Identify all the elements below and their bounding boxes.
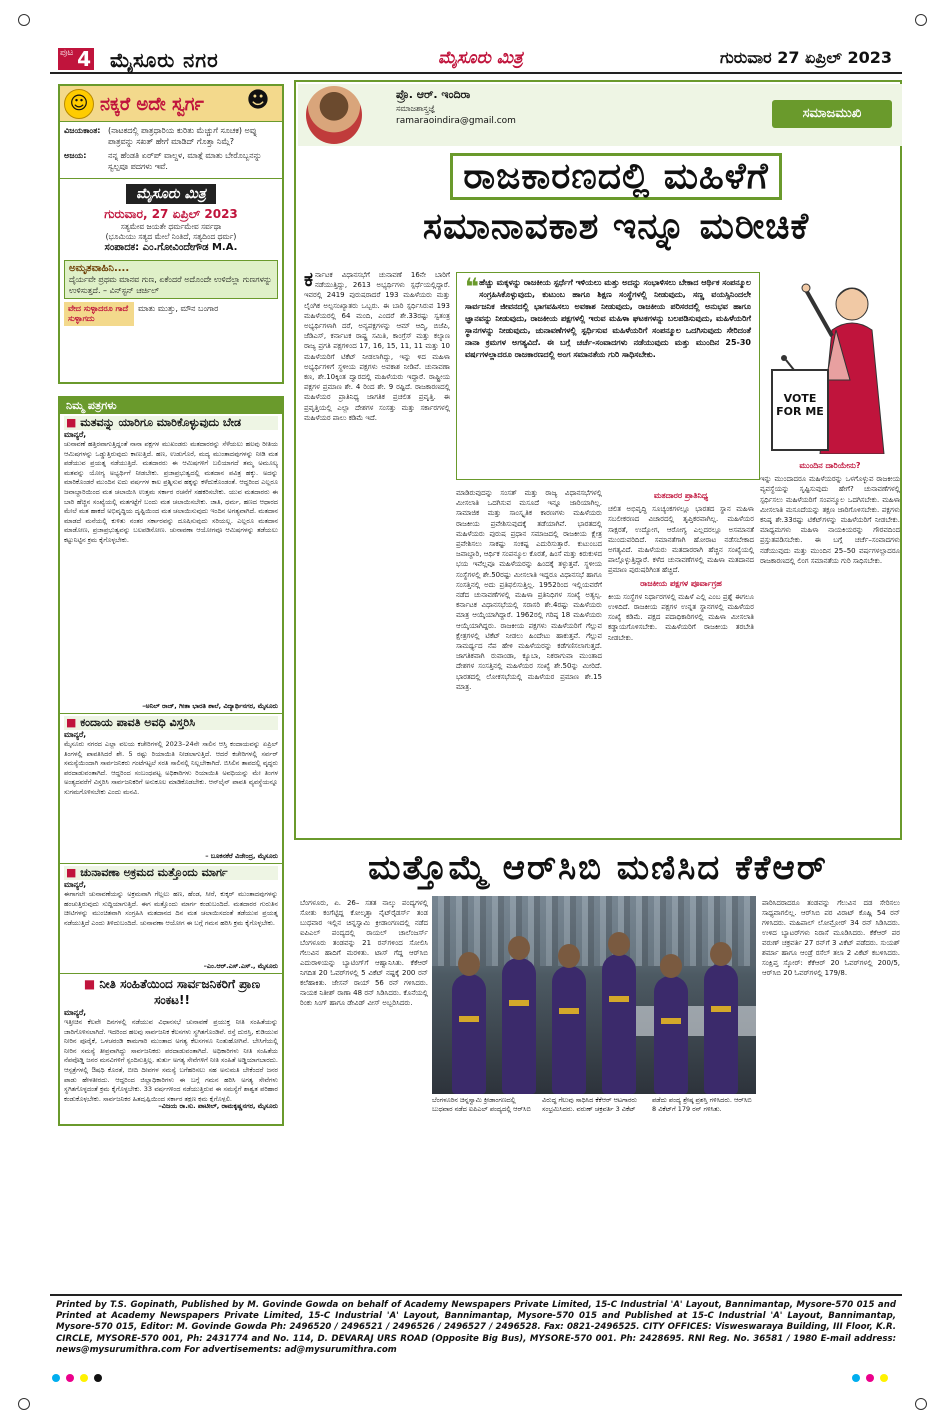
nakkare-title: ನಕ್ಕರೆ ಅದೇ ಸ್ವರ್ಗ: [100, 94, 204, 115]
main-article: [294, 80, 902, 840]
proverb-left: ವೇದ ಸುಳ್ಳಾದರೂ ಗಾದೆ ಸುಳ್ಳಾಗದು: [64, 302, 134, 326]
masthead-date: ಗುರುವಾರ, 27 ಏಪ್ರಿಲ್ 2023: [104, 207, 238, 221]
page-header: [50, 40, 902, 74]
author-role: ಸಮಾಜಶಾಸ್ತ್ರಜ್ಞೆ: [396, 104, 436, 113]
sports-column-1: ಬೆಂಗಳೂರು, ಏ. 26– ಸತತ ನಾಲ್ಕು ಪಂದ್ಯಗಳಲ್ಲಿ ಸೋತು ಕಂಗೆಟ್ಟಿದ್ದ ಕೋಲ್ಕತ್ತಾ ನೈಟ್‌ರೈಡರ್ಸ್ ತಂಡ ಬುಧವಾರ ಇಲ್ಲಿನ ಚಿನ್ನಸ್ವಾಮಿ ಕ್ರೀಡಾಂಗಣದಲ್ಲಿ ನಡೆದ ಐಪಿಎಲ್ ಪಂದ್ಯದಲ್ಲಿ ರಾಯಲ್ ಚಾಲೆಂಜರ್ಸ್ ಬೆಂಗಳೂರು ತಂಡವನ್ನು 21 ರನ್‌ಗಳಿಂದ ಸೋಲಿಸಿ ಗೆಲುವಿನ ಹಾದಿಗೆ ಮರಳಿತು. ಟಾಸ್ ಗೆದ್ದ ಆರ್‌ಸಿಬಿ ಎದುರಾಳಿಯನ್ನು ಬ್ಯಾಟಿಂಗ್‌ಗೆ ಆಹ್ವಾನಿಸಿತು. ಕೆಕೆಆರ್ ನಿಗದಿತ 20 ಓವರ್‌ಗಳಲ್ಲಿ 5 ವಿಕೆಟ್ ನಷ್ಟಕ್ಕೆ 200 ರನ್ ಕಲೆಹಾಕಿತು. ಜೇಸನ್ ರಾಯ್ 56 ರನ್ ಗಳಿಸಿದರು. ನಾಯಕ ನಿತೀಶ್ ರಾಣಾ 48 ರನ್ ಸಿಡಿಸಿದರು. ಕೊನೆಯಲ್ಲಿ ರಿಂಕು ಸಿಂಗ್ ಹಾಗೂ ಡೇವಿಡ್ ವೀಸ್ ಅಬ್ಬರಿಸಿದರು.: [300, 899, 428, 1007]
photo-caption: ಬೆಂಗಳೂರಿನ ಚಿನ್ನಸ್ವಾಮಿ ಕ್ರೀಡಾಂಗಣದಲ್ಲಿ ಬುಧವಾರ ನಡೆದ ಐಪಿಎಲ್ ಪಂದ್ಯದಲ್ಲಿ ಆರ್‌ಸಿಬಿ ವಿರುದ್ಧ ಗೆಲುವು ಸಾಧಿಸಿದ ಕೆಕೆಆರ್ ಆಟಗಾರರು ಸಂಭ್ರಮಿಸಿದರು. ವರುಣ್ ಚಕ್ರವರ್ತಿ 3 ವಿಕೆಟ್ ಪಡೆದು ಪಂದ್ಯ ಶ್ರೇಷ್ಠ ಪ್ರಶಸ್ತಿ ಗಳಿಸಿದರು. ಆರ್‌ಸಿಬಿ 8 ವಿಕೆಟ್‌ಗೆ 179 ರನ್ ಗಳಿಸಿತು.: [432, 1096, 752, 1113]
nakkare-title-bar: [60, 86, 282, 122]
laughing-face-icon: ☺: [64, 89, 94, 119]
vote-sign-text: VOTE FOR ME: [776, 392, 824, 418]
pull-quote: [456, 272, 760, 480]
subhead-voter-representation: ಮತದಾರರ ಪ್ರಾತಿನಿಧ್ಯ: [653, 491, 709, 500]
author-name: ಪ್ರೊ. ಆರ್. ಇಂದಿರಾ: [396, 88, 471, 101]
left-column: [50, 80, 286, 1125]
joke-a-text: ನನ್ನ ಹೆಂಡತಿ ಏರ್‌ಪ್ ವಾಲ್ದಳ, ಮಾತ್ಗೆ ಮಾತು ಬೇರೊಬ್ಬನನ್ನು ಸ್ವಲ್ಪವೂ ಪದಗಳು ಇವೆ.: [108, 151, 262, 171]
drop-cap: ಕ: [304, 270, 313, 291]
jersey-stripe: [711, 1006, 731, 1012]
letter-body: ಮೈಸೂರು ನಗರದ ಎಲ್ಲಾ ವಲಯ ಕಚೇರಿಗಳಲ್ಲಿ 2023–24ನೇ ಸಾಲಿನ ಆಸ್ತಿ ಕಂದಾಯವನ್ನು ಏಪ್ರಿಲ್ ತಿಂಗಳಲ್ಲಿ ಪಾವತಿಸಿದರೆ ಶೇ. 5 ರಷ್ಟು ರಿಯಾಯಿತಿ ನೀಡಲಾಗುತ್ತಿದೆ. ಆದರೆ ಕಚೇರಿಗಳಲ್ಲಿ ಸರ್ವರ್ ಸಮಸ್ಯೆಯಿಂದಾಗಿ ಸಾರ್ವಜನಿಕರು ಗಂಟೆಗಟ್ಟಲೆ ಸರತಿ ಸಾಲಿನಲ್ಲಿ ನಿಲ್ಲಬೇಕಾಗಿದೆ. ಬಿಸಿಲಿನ ತಾಪದಲ್ಲಿ ವೃದ್ಧರು ಪರದಾಡುವಂತಾಗಿದೆ. ಆದ್ದರಿಂದ ಸಂಬಂಧಪಟ್ಟ ಅಧಿಕಾರಿಗಳು ರಿಯಾಯಿತಿ ಅವಧಿಯನ್ನು ಮೇ ತಿಂಗಳ ಅಂತ್ಯದವರೆಗೆ ವಿಸ್ತರಿಸಿ ಸಾರ್ವಜನಿಕರಿಗೆ ಅನುಕೂಲ ಮಾಡಿಕೊಡಬೇಕು. ಆನ್‌ಲೈನ್ ಪಾವತಿ ವ್ಯವಸ್ಥೆಯನ್ನೂ ಸುಗಮಗೊಳಿಸಬೇಕು ಎಂದು ಮನವಿ.: [64, 740, 278, 796]
letter-title: ■ ನೀತಿ ಸಂಹಿತೆಯಿಂದ ಸಾರ್ವಜನಿಕರಿಗೆ ಪ್ರಾಣ ಸಂಕಟ!!: [64, 976, 278, 1008]
jersey-stripe: [609, 996, 629, 1002]
letter-item: [60, 414, 282, 714]
color-swatch-yellow: [80, 1374, 88, 1382]
proverb-right: ಮಾತು ಮುತ್ತು, ಮೌನ ಬಂಗಾರ: [138, 304, 219, 313]
player-figure: [452, 974, 486, 1094]
jersey-stripe: [559, 1008, 579, 1014]
pull-quote-text: ಹೆಚ್ಚು ಮಕ್ಕಳನ್ನು ರಾಜಕೀಯ ಸ್ಪರ್ಧೆಗೆ ಇಳಿಯಲು ಮತ್ತು ಅದನ್ನು ಸಂಭಾಳಿಸಲು ಬೇಕಾದ ಆರ್ಥಿಕ ಸಂಪನ್ಮೂಲ ಸಂಗ್ರಹಿಸಿಕೊಳ್ಳುವುದು, ಕುಟುಂಬ ಹಾಗೂ ಶಿಕ್ಷಣ ಸಂಸ್ಥೆಗಳಲ್ಲಿ ನೀಡುವುದು, ಸಣ್ಣ ವಯಸ್ಸಿನಿಂದಲೇ ಸಾರ್ವಜನಿಕ ಜೀವನದಲ್ಲಿ ಭಾಗವಹಿಸಲು ಅವಕಾಶ ನೀಡುವುದು, ರಾಜಕೀಯ ಪರಿಸರದಲ್ಲಿ ಅನುಭವ ಹಾಗೂ ಜ್ಞಾನವನ್ನು ನೀಡುವುದು, ರಾಜಕೀಯ ಪಕ್ಷಗಳಲ್ಲಿ ಇರುವ ಮಹಿಳಾ ಘಟಕಗಳನ್ನು ಬಲಪಡಿಸುವುದು, ಮಹಿಳೆಯರಿಗೆ ಸ್ಥಾನಗಳನ್ನು ನೀಡುವುದು, ಚುನಾವಣೆಗಳಲ್ಲಿ ಸ್ಪರ್ಧಿಸುವ ಮಹಿಳೆಯರಿಗೆ ಸಂಪನ್ಮೂಲ ಒದಗಿಸುವುದು ಸೇರಿದಂತೆ ನಾನಾ ಕ್ರಮಗಳ ಅಗತ್ಯವಿದೆ. ಈ ಬಗ್ಗೆ ಚರ್ಚೆ-ಸಂವಾದಗಳು ನಡೆಯುವುದು ಮತ್ತು ಮುಂದಿನ 25-30 ವರ್ಷಗಳಲ್ಲಾದರೂ ರಾಜಕಾರಣದಲ್ಲಿ ಅಂಗ ಸಮಾನತೆಯ ಗುರಿ ಸಾಧಿಸಬೇಕು.: [465, 278, 751, 359]
header-logo: ಮೈಸೂರು ಮಿತ್ರ: [438, 48, 523, 68]
subhead-party-prejudice: ರಾಜಕೀಯ ಪಕ್ಷಗಳ ಪೂರ್ವಾಗ್ರಹ: [640, 578, 722, 588]
header-date: ಗುರುವಾರ 27 ಏಪ್ರಿಲ್ 2023: [719, 48, 892, 67]
amritavahini-title: ಅಮೃತವಾಹಿನಿ....: [69, 263, 130, 274]
imprint-footer: Printed by T.S. Gopinath, Published by M. Govinde Gowda on behalf of Academy Newspapers Private Limited, 15-C Industrial 'A' Layout, Bannimantap, Mysore-570 015 and Printed at Academy Newspapers Private Limited, 15-C Industrial 'A' Layout, Bannimantap, Mysore-570 015 and Published at 15-C Industrial 'A' Layout, Bannimantap, Mysore-570 015, Editor: M. Govinde Gowda Ph: 2496520 / 2496521 / 2496526 / 2496527 / 2496528. Fax: 0821-2496525. CITY OFFICES: Visweswaraya Building, III Floor, K.R. CIRCLE, MYSORE-570 001, Ph: 2431774 and No. 114, D. DEVARAJ URS ROAD (Opposite Big Bus), MYSORE-570 001. Ph: 2428695. RNI Reg. No. 36581 / 1980 E-mail address: news@mysurumithra.com For advertisements: ad@mysurumithra.com: [50, 1294, 902, 1364]
joke-q-speaker: ವಿಜಯಕಾಂತ:: [64, 126, 101, 135]
jersey-stripe: [661, 1018, 681, 1024]
joke-q-text: (ನಾಟಕದಲ್ಲಿ ಪಾತ್ರಧಾರಿಯ ಕುರಿತು ಮೆಚ್ಚುಗೆ ಸೂಚಕ) ಅವ್ನು ಪಾತ್ರವನ್ನು ಸಖತ್ ಹೇಗೆ ಮಾಡಿದ್ ಗೊತ್ತಾ ನಿಮ್ಗೆ?: [108, 126, 258, 146]
article-column-1: [304, 270, 450, 826]
color-swatch-black: [94, 1374, 102, 1382]
article-col4-text: ಕೀಯ ಸಂಸ್ಥೆಗಳ ನಿರ್ಧಾರಗಳಲ್ಲಿ ಮಹಿಳೆ ಎಲ್ಲಿ ಎಂಬ ಪ್ರಶ್ನೆ ಈಗಲೂ ಉಳಿದಿದೆ. ರಾಜಕೀಯ ಪಕ್ಷಗಳ ಉನ್ನತ ಸ್ಥಾನಗಳಲ್ಲಿ ಮಹಿಳೆಯರ ಸಂಖ್ಯೆ ಕಡಿಮೆ. ಪಕ್ಷದ ಪದಾಧಿಕಾರಿಗಳಲ್ಲಿ ಮಹಿಳಾ ಮೀಸಲಾತಿ ಕಡ್ಡಾಯಗೊಳಿಸಬೇಕು. ಮಹಿಳೆಯರಿಗೆ ರಾಜಕೀಯ ತರಬೇತಿ ನೀಡಬೇಕು.: [608, 592, 754, 642]
article-column-2: [456, 488, 602, 832]
masthead-logo: ಮೈಸೂರು ಮಿತ್ರ: [126, 184, 216, 204]
proverb-strip: [64, 302, 278, 326]
headline-line-2: ಸಮಾನಾವಕಾಶ ಇನ್ನೂ ಮರೀಚಿಕೆ: [422, 206, 810, 247]
masthead: [60, 178, 282, 257]
article-col3-text: ಚಲಿತ ಅಭಿವೃದ್ಧಿ ಸೂಚ್ಯಂಕಗಳಲ್ಲೂ ಭಾರತದ ಸ್ಥಾನ ಮಹಿಳಾ ಸಬಲೀಕರಣದ ವಿಚಾರದಲ್ಲಿ ತೃಪ್ತಿಕರವಾಗಿಲ್ಲ. ಮಹಿಳೆಯರ ಸಾಕ್ಷರತೆ, ಉದ್ಯೋಗ, ಆರೋಗ್ಯ ಎಲ್ಲದರಲ್ಲೂ ಅಸಮಾನತೆ ಮುಂದುವರಿದಿದೆ. ಸಮಾನತೆಗಾಗಿ ಹೋರಾಟ ನಡೆಸಬೇಕಾದ ಅಗತ್ಯವಿದೆ. ಮಹಿಳೆಯರು ಮತದಾರರಾಗಿ ಹೆಚ್ಚಿನ ಸಂಖ್ಯೆಯಲ್ಲಿ ಪಾಲ್ಗೊಳ್ಳುತ್ತಿದ್ದಾರೆ. ಕಳೆದ ಚುನಾವಣೆಗಳಲ್ಲಿ ಮಹಿಳಾ ಮತದಾನದ ಪ್ರಮಾಣ ಪುರುಷರಿಗಿಂತ ಹೆಚ್ಚಿದೆ.: [608, 505, 754, 575]
column-name-badge: ಸಮಾಜಮುಖಿ: [772, 100, 892, 128]
registration-mark-bottom-left: [18, 1398, 30, 1410]
registration-mark-top-left: [18, 14, 30, 26]
letter-body: ಇತ್ತೀಚಿನ ಕೆಲವೇ ದಿನಗಳಲ್ಲಿ ನಡೆಯುವ ವಿಧಾನಸಭೆ ಚುನಾವಣೆ ಪ್ರಯುಕ್ತ ನೀತಿ ಸಂಹಿತೆಯನ್ನು ಜಾರಿಗೊಳಿಸಲಾಗಿದೆ. ಇದರಿಂದ ಹಲವು ಸಾರ್ವಜನಿಕ ಕೆಲಸಗಳು ಸ್ಥಗಿತಗೊಂಡಿವೆ. ರಸ್ತೆ ದುರಸ್ತಿ, ಕುಡಿಯುವ ನೀರಿನ ಪೂರೈಕೆ, ಒಳಚರಂಡಿ ಕಾಮಗಾರಿ ಮುಂತಾದ ಅಗತ್ಯ ಕೆಲಸಗಳೂ ನಿಂತುಹೋಗಿವೆ. ಬೇಸಿಗೆಯಲ್ಲಿ ನೀರಿನ ಸಮಸ್ಯೆ ತೀವ್ರವಾಗಿದ್ದು ಸಾರ್ವಜನಿಕರು ಪರದಾಡುವಂತಾಗಿದೆ. ಅಧಿಕಾರಿಗಳು ನೀತಿ ಸಂಹಿತೆಯ ನೆಪವೊಡ್ಡಿ ಜನರ ಮನವಿಗಳಿಗೆ ಸ್ಪಂದಿಸುತ್ತಿಲ್ಲ. ತುರ್ತು ಅಗತ್ಯ ಸೇವೆಗಳಿಗೆ ನೀತಿ ಸಂಹಿತೆ ಅಡ್ಡಿಯಾಗಬಾರದು. ಆಸ್ಪತ್ರೆಗಳಲ್ಲಿ ಔಷಧಿ ಕೊರತೆ, ಬೀದಿ ದೀಪಗಳ ಸಮಸ್ಯೆ ಬಗೆಹರಿಸಲು ಸಹ ಅನುಮತಿ ಬೇಕೆಂದರೆ ಜನರ ಪಾಡು ಹೇಳತೀರದು. ಆದ್ದರಿಂದ ಜಿಲ್ಲಾಧಿಕಾರಿಗಳು ಈ ಬಗ್ಗೆ ಗಮನ ಹರಿಸಿ ಅಗತ್ಯ ಸೇವೆಗಳು ಸ್ಥಗಿತಗೊಳ್ಳದಂತೆ ಕ್ರಮ ಕೈಗೊಳ್ಳಬೇಕು. 33 ವರ್ಷಗಳಿಂದ ನಡೆಯುತ್ತಿರುವ ಈ ಸಮಸ್ಯೆಗೆ ಶಾಶ್ವತ ಪರಿಹಾರ ಕಂಡುಕೊಳ್ಳಬೇಕು. ಸಾರ್ವಜನಿಕರ ಹಿತದೃಷ್ಟಿಯಿಂದ ಸರ್ಕಾರ ತಕ್ಷಣ ಕ್ರಮ ಕೈಗೊಳ್ಳಲಿ.: [64, 1018, 278, 1102]
color-swatch-yellow-r: [880, 1374, 888, 1382]
page-label: ಪುಟ: [60, 48, 74, 58]
color-swatch-cyan-r: [852, 1374, 860, 1382]
letter-signature: –ಅನಿಲ್ ರಾಜ್, ಗೀತಾ ಭಾರತಿ ಶಾಲೆ, ವಿದ್ಯಾರ್ಥಿನಗರ, ಮೈಸೂರು: [142, 702, 278, 710]
quote-mark-icon: ❝: [465, 273, 480, 301]
player-figure: [602, 954, 636, 1094]
cartoon-illustration: [766, 270, 898, 454]
color-swatch-magenta-r: [866, 1374, 874, 1382]
letter-signature: –ವಿಜಯ ರಾ.ಸು. ಪಾಟೀಲ್, ರಾಮಕೃಷ್ಣನಗರ, ಮೈಸೂರು: [158, 1102, 278, 1110]
color-swatch-cyan: [52, 1374, 60, 1382]
jersey-stripe: [459, 1016, 479, 1022]
color-swatch-magenta: [66, 1374, 74, 1382]
letter-salutation: ಮಾನ್ಯರೆ,: [64, 730, 87, 739]
letter-signature: –ಎಂ.ಆರ್.ಎಸ್.ಎಸ್., ಮೈಸೂರು: [203, 962, 278, 970]
newspaper-page: [50, 40, 902, 1365]
article-col2-text: ಮಾಡಿರುವುದನ್ನು ಸಂಸತ್ ಮತ್ತು ರಾಜ್ಯ ವಿಧಾನಸಭೆಗಳಲ್ಲಿ ಮೀಸಲಾತಿ ಒದಗಿಸುವ ಮಸೂದೆ ಇನ್ನೂ ಜಾರಿಯಾಗಿಲ್ಲ. ಸಾಮಾಜಿಕ ಮತ್ತು ಸಾಂಸ್ಕೃತಿಕ ಕಾರಣಗಳು ಮಹಿಳೆಯರು ರಾಜಕೀಯ ಪ್ರವೇಶಿಸುವುದಕ್ಕೆ ತಡೆಯಾಗಿವೆ. ಭಾರತದಲ್ಲಿ ಮಹಿಳೆಯರು ಪುರುಷ ಪ್ರಧಾನ ಸಮಾಜದಲ್ಲಿ ರಾಜಕೀಯ ಕ್ಷೇತ್ರ ಪ್ರವೇಶಿಸಲು ಸಾಕಷ್ಟು ಸಂಕಷ್ಟ ಎದುರಿಸುತ್ತಾರೆ. ಕುಟುಂಬದ ಜವಾಬ್ದಾರಿ, ಆರ್ಥಿಕ ಸಂಪನ್ಮೂಲ ಕೊರತೆ, ಹಿಂಸೆ ಮತ್ತು ಕಿರುಕುಳದ ಭಯ ಇವೆಲ್ಲವೂ ಮಹಿಳೆಯರನ್ನು ಹಿಂದಕ್ಕೆ ತಳ್ಳುತ್ತವೆ. ಸ್ಥಳೀಯ ಸಂಸ್ಥೆಗಳಲ್ಲಿ ಶೇ.50ರಷ್ಟು ಮೀಸಲಾತಿ ಇದ್ದರೂ ವಿಧಾನಸಭೆ ಹಾಗೂ ಸಂಸತ್ತಿನಲ್ಲಿ ಅದು ಪ್ರತಿಫಲಿಸುತ್ತಿಲ್ಲ. 1952ರಿಂದ ಇಲ್ಲಿಯವರೆಗೆ ನಡೆದ ಚುನಾವಣೆಗಳಲ್ಲಿ ಮಹಿಳಾ ಪ್ರತಿನಿಧಿಗಳ ಸಂಖ್ಯೆ ಅತ್ಯಲ್ಪ. ಕರ್ನಾಟಕ ವಿಧಾನಸಭೆಯಲ್ಲಿ ಸರಾಸರಿ ಶೇ.4ರಷ್ಟು ಮಹಿಳೆಯರು ಮಾತ್ರ ಆಯ್ಕೆಯಾಗಿದ್ದಾರೆ. 1962ರಲ್ಲಿ ಗರಿಷ್ಠ 18 ಮಹಿಳೆಯರು ಆಯ್ಕೆಯಾಗಿದ್ದರು. ರಾಜಕೀಯ ಪಕ್ಷಗಳು ಮಹಿಳೆಯರಿಗೆ ಗೆಲ್ಲುವ ಕ್ಷೇತ್ರಗಳಲ್ಲಿ ಟಿಕೆಟ್ ನೀಡಲು ಹಿಂದೇಟು ಹಾಕುತ್ತವೆ. ಗೆಲ್ಲುವ ಸಾಮರ್ಥ್ಯದ ನೆಪ ಹೇಳಿ ಮಹಿಳೆಯರನ್ನು ಕಡೆಗಣಿಸಲಾಗುತ್ತದೆ. ಜಾಗತಿಕವಾಗಿ ರುವಾಂಡಾ, ಕ್ಯೂಬಾ, ನಿಕರಾಗುವಾ ಮುಂತಾದ ದೇಶಗಳ ಸಂಸತ್ತಿನಲ್ಲಿ ಮಹಿಳೆಯರ ಸಂಖ್ಯೆ ಶೇ.50ನ್ನು ಮೀರಿದೆ. ಭಾರತದಲ್ಲಿ ಲೋಕಸಭೆಯಲ್ಲಿ ಮಹಿಳೆಯರ ಪ್ರಮಾಣ ಶೇ.15 ಮಾತ್ರ.: [456, 489, 602, 691]
player-figure: [502, 958, 536, 1094]
woman-speaker-cartoon-icon: [766, 270, 898, 454]
nakkare-box: [58, 84, 284, 384]
letter-salutation: ಮಾನ್ಯರೆ,: [64, 880, 87, 889]
headline-line-1: ರಾಜಕಾರಣದಲ್ಲಿ ಮಹಿಳೆಗೆ: [450, 153, 781, 200]
sports-headline: ಮತ್ತೊಮ್ಮೆ ಆರ್‌ಸಿಬಿ ಮಣಿಸಿದ ಕೆಕೆಆರ್: [368, 848, 828, 888]
kkr-celebration-photo: [432, 896, 756, 1094]
letter-item: [60, 974, 282, 1124]
article-headline: [356, 152, 876, 262]
cartoon-figure-icon: ☻: [246, 88, 270, 113]
sports-story: [294, 846, 902, 1122]
article-column-4: [760, 458, 900, 828]
letter-salutation: ಮಾನ್ಯರೆ,: [64, 430, 87, 439]
masthead-motto-meaning: (ಭೂಮಿಯು ಸತ್ಯದ ಮೇಲೆ ನಿಂತಿದೆ, ಸತ್ಯದಿಂದ ಧರ್ಮ): [105, 232, 237, 241]
letter-body: ಚುನಾವಣೆ ಹತ್ತಿರವಾಗುತ್ತಿದ್ದಂತೆ ನಾನಾ ಪಕ್ಷಗಳ ಮುಖಂಡರು ಮತದಾರರನ್ನು ಸೆಳೆಯಲು ಹಲವು ರೀತಿಯ ಆಮಿಷಗಳನ್ನು ಒಡ್ಡುತ್ತಿರುವುದು ಕಾಣುತ್ತಿದೆ. ಹಣ, ಉಡುಗೊರೆ, ಮದ್ಯ ಮುಂತಾದವುಗಳನ್ನು ನೀಡಿ ಮತ ಪಡೆಯುವ ಪ್ರಯತ್ನ ನಡೆಯುತ್ತಿದೆ. ಮತದಾರರು ಈ ಆಮಿಷಗಳಿಗೆ ಬಲಿಯಾಗದೆ ತಮ್ಮ ಅಮೂಲ್ಯ ಮತವನ್ನು ಯೋಗ್ಯ ಅಭ್ಯರ್ಥಿಗೆ ನೀಡಬೇಕು. ಪ್ರಜಾಪ್ರಭುತ್ವದಲ್ಲಿ ಮತದಾನ ಪವಿತ್ರ ಹಕ್ಕು. ಅದನ್ನು ಮಾರಿಕೊಂಡರೆ ಮುಂದಿನ ಐದು ವರ್ಷಗಳ ಕಾಲ ಪ್ರಶ್ನಿಸುವ ಹಕ್ಕನ್ನು ಕಳೆದುಕೊಂಡಂತೆ. ಆದ್ದರಿಂದ ಎಲ್ಲರೂ ಜವಾಬ್ದಾರಿಯಿಂದ ಮತ ಚಲಾಯಿಸಿ ಉತ್ತಮ ಸರ್ಕಾರ ರಚನೆಗೆ ಸಹಕರಿಸಬೇಕು. ಯುವ ಮತದಾರರು ಈ ಬಾರಿ ಹೆಚ್ಚಿನ ಸಂಖ್ಯೆಯಲ್ಲಿ ಮತಗಟ್ಟೆಗೆ ಬಂದು ಮತ ಚಲಾಯಿಸಬೇಕು. ಜಾತಿ, ಧರ್ಮ, ಹಣದ ಆಧಾರದ ಮೇಲೆ ಮತ ಹಾಕದೆ ಅಭಿವೃದ್ಧಿಯ ದೃಷ್ಟಿಯಿಂದ ಮತ ಚಲಾಯಿಸುವುದು ಇಂದಿನ ಅಗತ್ಯವಾಗಿದೆ. ಮತದಾನ ಮಾಡದೆ ಮನೆಯಲ್ಲಿ ಕುಳಿತು ನಂತರ ಸರ್ಕಾರವನ್ನು ದೂಷಿಸುವುದು ಸರಿಯಲ್ಲ. ಎಲ್ಲರೂ ಮತದಾನ ಮಾಡೋಣ, ಪ್ರಜಾಪ್ರಭುತ್ವವನ್ನು ಬಲಪಡಿಸೋಣ. ಚುನಾವಣಾ ಆಯೋಗವೂ ಆಮಿಷಗಳನ್ನು ತಡೆಯಲು ಕಟ್ಟುನಿಟ್ಟಿನ ಕ್ರಮ ಕೈಗೊಳ್ಳಬೇಕು.: [64, 440, 278, 544]
section-title: ಮೈಸೂರು ನಗರ: [110, 48, 219, 72]
author-photo: [306, 86, 362, 144]
amritavahini-quote: ದೈರ್ಯವೇ ಪ್ರಥಮ ಮಾನವ ಗುಣ, ಏಕೆಂದರೆ ಅದೊಂದೇ ಉಳಿದೆಲ್ಲಾ ಗುಣಗಳನ್ನು ಉಳಿಸುತ್ತದೆ. – ವಿನ್‌ಸ್ಟನ್ ಚರ್ಚಿಲ್: [69, 275, 272, 295]
joke-a-speaker: ಅಜಯ:: [64, 151, 87, 160]
article-column-3: [608, 488, 754, 832]
masthead-motto: ಸತ್ಯಮೇವ ಜಯತೇ ಧರ್ಮಮೇವ ಸರ್ವಥಾ: [120, 222, 222, 231]
author-email[interactable]: ramaraoindira@gmail.com: [396, 116, 516, 126]
article-col5-text: ಇನ್ನು ಮುಂದಾದರೂ ಮಹಿಳೆಯರನ್ನು ಒಳಗೊಳ್ಳುವ ರಾಜಕೀಯ ವ್ಯವಸ್ಥೆಯನ್ನು ಸೃಷ್ಟಿಸುವುದು ಹೇಗೆ? ಚುನಾವಣೆಗಳಲ್ಲಿ ಸ್ಪರ್ಧಿಸಲು ಮಹಿಳೆಯರಿಗೆ ಸಂಪನ್ಮೂಲ ಒದಗಿಸಬೇಕು. ಮಹಿಳಾ ಮೀಸಲಾತಿ ಮಸೂದೆಯನ್ನು ತಕ್ಷಣ ಜಾರಿಗೊಳಿಸಬೇಕು. ಪಕ್ಷಗಳು ಕನಿಷ್ಠ ಶೇ.33ರಷ್ಟು ಟಿಕೆಟ್‌ಗಳನ್ನು ಮಹಿಳೆಯರಿಗೆ ನೀಡಬೇಕು. ಮಾಧ್ಯಮಗಳು ಮಹಿಳಾ ನಾಯಕಿಯರನ್ನು ಗೌರವದಿಂದ ಪ್ರಸ್ತುತಪಡಿಸಬೇಕು. ಈ ಬಗ್ಗೆ ಚರ್ಚೆ–ಸಂವಾದಗಳು ನಡೆಯುವುದು ಮತ್ತು ಮುಂದಿನ 25–50 ವರ್ಷಗಳಲ್ಲಾದರೂ ರಾಜಕಾರಣದಲ್ಲಿ ಲಿಂಗ ಸಮಾನತೆಯ ಗುರಿ ಸಾಧಿಸಬೇಕು.: [760, 475, 900, 565]
letter-title: ■ ಮತವನ್ನು ಯಾರಿಗೂ ಮಾರಿಕೊಳ್ಳುವುದು ಬೇಡ: [64, 416, 278, 430]
amritavahini-box: [64, 260, 278, 299]
masthead-editor: ಸಂಪಾದಕ: ಎಂ.ಗೋವಿಂದೇಗೌಡ M.A.: [104, 242, 238, 253]
sports-column-3: ಪಾರಿಸಿದರಾದರೂ ತಂಡವನ್ನು ಗೆಲುವಿನ ದಡ ಸೇರಿಸಲು ಸಾಧ್ಯವಾಗಲಿಲ್ಲ. ಆರ್‌ಸಿಬಿ ಪರ ವಿರಾಟ್ ಕೊಹ್ಲಿ 54 ರನ್ ಗಳಿಸಿದರು. ಮಹಿಪಾಲ್ ಲೋಮ್ರೋರ್ 34 ರನ್ ಸಿಡಿಸಿದರು. ಉಳಿದ ಬ್ಯಾಟರ್‌ಗಳು ನಿರಾಸೆ ಮೂಡಿಸಿದರು. ಕೆಕೆಆರ್ ಪರ ವರುಣ್ ಚಕ್ರವರ್ತಿ 27 ರನ್‌ಗೆ 3 ವಿಕೆಟ್ ಪಡೆದರು. ಸುಯಶ್ ಶರ್ಮಾ ಹಾಗೂ ಆಂಡ್ರೆ ರಸೆಲ್ ತಲಾ 2 ವಿಕೆಟ್ ಕಬಳಿಸಿದರು. ಸಂಕ್ಷಿಪ್ತ ಸ್ಕೋರ್: ಕೆಕೆಆರ್ 20 ಓವರ್‌ಗಳಲ್ಲಿ 200/5, ಆರ್‌ಸಿಬಿ 20 ಓವರ್‌ಗಳಲ್ಲಿ 179/8.: [762, 899, 900, 977]
player-figure: [654, 976, 688, 1094]
letter-title: ■ ಕಂದಾಯ ಪಾವತಿ ಅವಧಿ ವಿಸ್ತರಿಸಿ: [64, 716, 278, 730]
registration-mark-top-right: [915, 14, 927, 26]
letter-item: [60, 864, 282, 974]
player-figure: [704, 964, 738, 1094]
letter-salutation: ಮಾನ್ಯರೆ,: [64, 1008, 87, 1017]
letter-item: [60, 714, 282, 864]
letter-title: ■ ಚುನಾವಣಾ ಅಕ್ರಮದ ಮತ್ತೊಂದು ಮಾರ್ಗ: [64, 866, 278, 880]
joke-dialogue: [60, 122, 282, 178]
page-number-box: [58, 48, 94, 70]
player-figure: [552, 966, 586, 1094]
letter-signature: – ಬೂಕನಕೆರೆ ವಿಜೇಂದ್ರ, ಮೈಸೂರು: [205, 852, 278, 860]
page-number: 4: [77, 47, 91, 71]
article-col1-text: ರ್ನಾಟಕ ವಿಧಾನಸಭೆಗೆ ಚುನಾವಣೆ 16ನೇ ಬಾರಿಗೆ ನಡೆಯುತ್ತಿದ್ದು, 2613 ಅಭ್ಯರ್ಥಿಗಳು ಸ್ಪರ್ಧೆಯಲ್ಲಿದ್ದಾರೆ. ಇವರಲ್ಲಿ 2419 ಪುರುಷರಾದರೆ 193 ಮಹಿಳೆಯರು ಮತ್ತು ಲೈಂಗಿಕ ಅಲ್ಪಸಂಖ್ಯಾತರು ಒಬ್ಬರು. ಈ ಬಾರಿ ಸ್ಪರ್ಧಿಸಿರುವ 193 ಮಹಿಳೆಯರಲ್ಲಿ 64 ಮಂದಿ, ಎಂದರೆ ಶೇ.33ರಷ್ಟು ಸ್ವತಂತ್ರ ಅಭ್ಯರ್ಥಿಗಳಾಗಿ ದರೆ, ಅನ್ಯಪಕ್ಷಗಳನ್ನು ಆಮ್ ಆದ್ಮಿ, ಬಿಜೆಪಿ, ಜೆಡಿಎಸ್, ಕರ್ನಾಟಕ ರಾಷ್ಟ್ರ ಸಮಿತಿ, ಕಾಂಗ್ರೆಸ್ ಮತ್ತು ಕಲ್ಯಾಣ ರಾಜ್ಯ ಪ್ರಗತಿ ಪಕ್ಷಗಳಿಂದ 17, 16, 15, 11, 11 ಮತ್ತು 10 ಮಹಿಳೆಯರಿಗೆ ಟಿಕೆಟ್ ನೀಡಲಾಗಿದ್ದು, ಇನ್ನು ಳಿದ ಮಹಿಳಾ ಅಭ್ಯರ್ಥಿಗಳಿಗೆ ಸ್ಥಳೀಯ ಪಕ್ಷಗಳು ಅವಕಾಶ ನೀಡಿವೆ. ಚುನಾವಣಾ ಕಣ, ಶೇ.10ಕ್ಕಿಂತ ದ್ವಾರದಲ್ಲಿ ಮಹಿಳೆಯರು ಇದ್ದಾರೆ. ರಾಷ್ಟ್ರೀಯ ಪಕ್ಷಗಳ ಪ್ರಮಾಣ ಶೇ. 4 ರಿಂದ ಶೇ. 9 ರಷ್ಟಿದೆ. ರಾಜಕಾರಣದಲ್ಲಿ ಮಹಿಳೆಯರ ಪ್ರಾತಿನಿಧ್ಯ ಜಾಗತಿಕ ಪ್ರಚಲಿತ ಪ್ರವೃತ್ತಿ. ಈ ಪ್ರವೃತ್ತಿಯಲ್ಲಿ ಎಲ್ಲಾ ದೇಶಗಳ ಸಂಸತ್ತು ಮತ್ತು ಸರ್ಕಾರಗಳಲ್ಲಿ ಮಹಿಳೆಯರ ಪಾಲು ಕಡಿಮೆ ಇದೆ.: [304, 271, 450, 422]
subhead-way-forward: ಮುಂದಿನ ದಾರಿಯೇನು?: [799, 461, 861, 470]
letters-header: ನಿಮ್ಮ ಪತ್ರಗಳು: [60, 398, 282, 414]
letter-body: ಈಗಾಗಲೇ ಚುನಾವಣೆಯನ್ನು ಅಕ್ರಮವಾಗಿ ಗೆಲ್ಲಲು ಹಣ, ಹೆಂಡ, ಸೀರೆ, ಕುಕ್ಕರ್ ಮುಂತಾದವುಗಳನ್ನು ಹಂಚುತ್ತಿರುವುದು ಸುದ್ದಿಯಾಗುತ್ತಿದೆ. ಈಗ ಮತ್ತೊಂದು ಮಾರ್ಗ ಕಂಡುಬಂದಿದೆ. ಮತದಾರರ ಗುರುತಿನ ಚೀಟಿಗಳನ್ನು ಮುಂಚಿತವಾಗಿ ಸಂಗ್ರಹಿಸಿ ಮತದಾನದ ದಿನ ಮತ ಚಲಾಯಿಸದಂತೆ ತಡೆಯುವ ಪ್ರಯತ್ನ ನಡೆಯುತ್ತಿದೆ ಎಂದು ತಿಳಿದುಬಂದಿದೆ. ಚುನಾವಣಾ ಆಯೋಗ ಈ ಬಗ್ಗೆ ಗಮನ ಹರಿಸಿ ಕ್ರಮ ಕೈಗೊಳ್ಳಬೇಕು.: [64, 890, 278, 927]
author-bar: [298, 84, 902, 146]
jersey-stripe: [509, 1000, 529, 1006]
registration-mark-bottom-right: [915, 1398, 927, 1410]
letters-section: [58, 396, 284, 1126]
stadium-crowd: [432, 896, 756, 966]
